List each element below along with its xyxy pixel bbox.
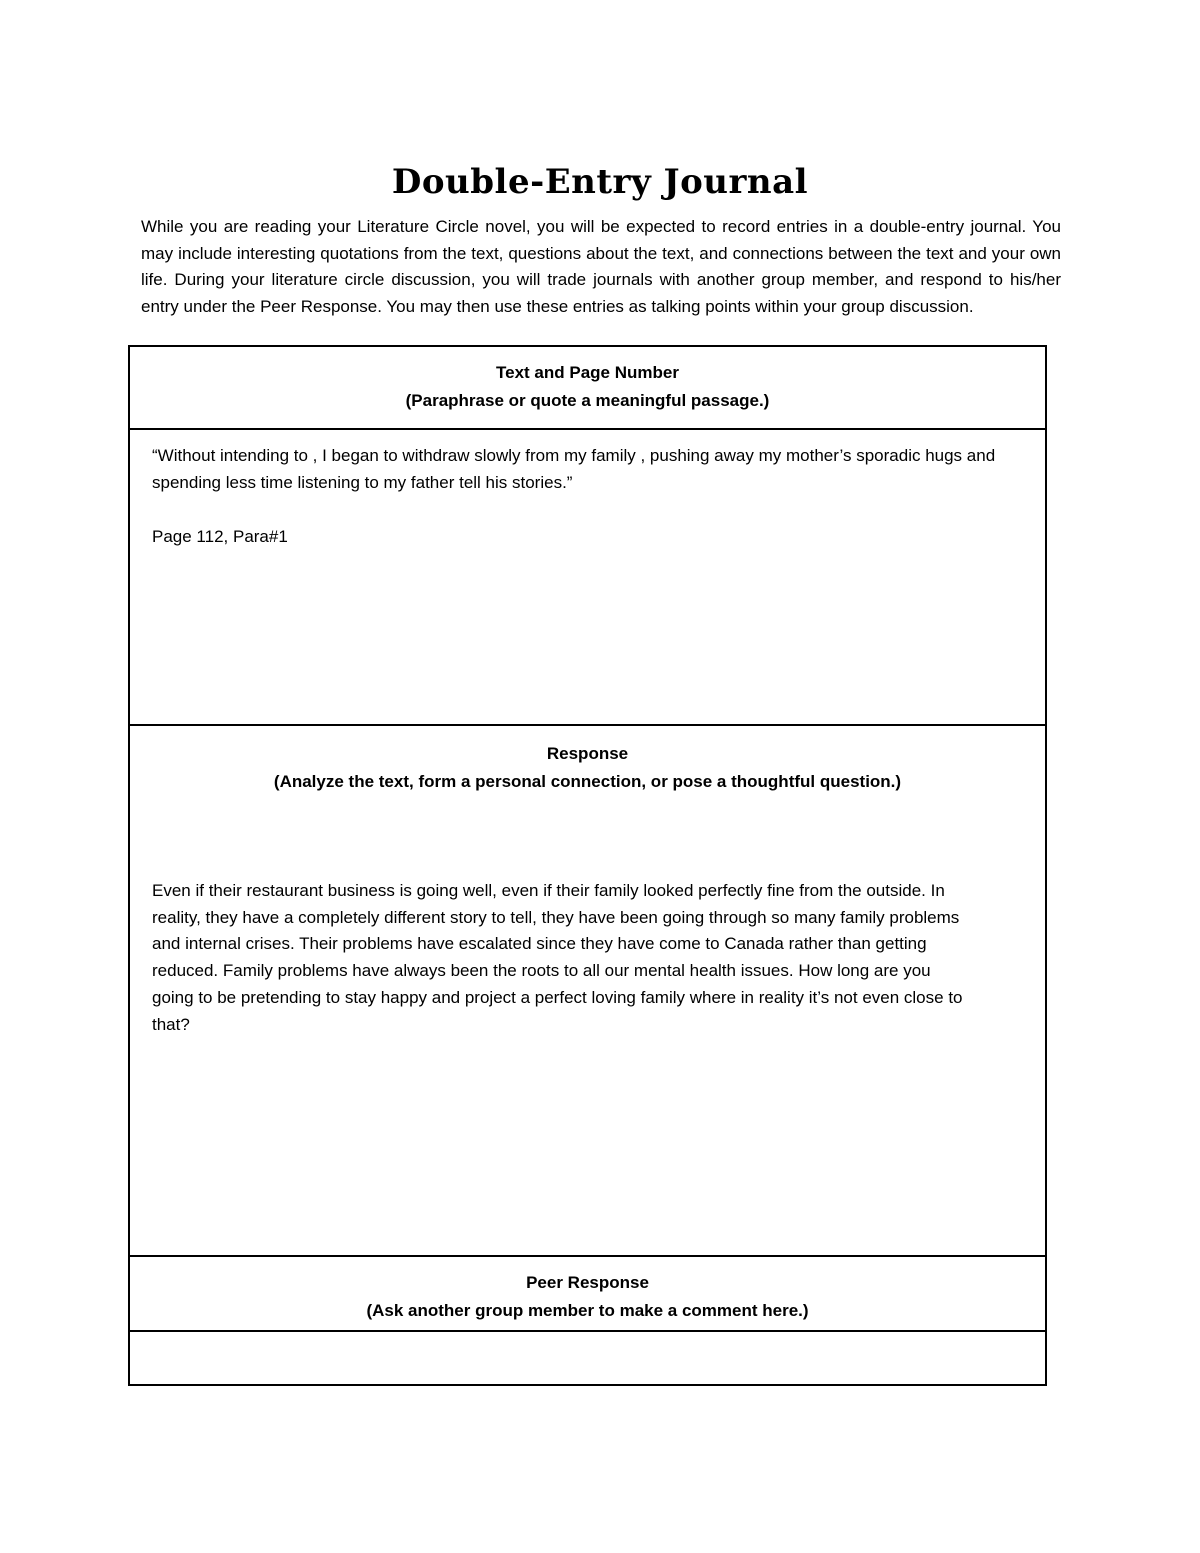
text-entry-cell[interactable] <box>130 430 1045 726</box>
text-section-label: Text and Page Number <box>496 363 679 382</box>
peer-response-cell[interactable] <box>130 1332 1045 1384</box>
page-reference: Page 112, Para#1 <box>152 527 288 546</box>
journal-table <box>128 345 1047 1386</box>
response-section-header <box>130 740 1045 796</box>
peer-section-header <box>130 1257 1045 1332</box>
peer-section-instruction: (Ask another group member to make a comment here.) <box>366 1301 809 1320</box>
peer-section-label: Peer Response <box>526 1273 649 1292</box>
response-section-instruction: (Analyze the text, form a personal connection, or pose a thoughtful question.) <box>273 772 902 791</box>
response-cell[interactable] <box>130 726 1045 1257</box>
response-text: Even if their restaurant business is going well, even if their family looked perfectly fine from the outside. In reality, they have a completely different story to tell, they have been going through so many family problems and internal crises. Their problems have escalated since they have come to Canada rather than getting reduced. Family problems have always been the roots to all our mental health issues. How long are you going to be pretending to stay happy and project a perfect loving family where in reality it’s not even close to that? <box>152 881 963 1034</box>
response-section-label: Response <box>546 744 629 763</box>
quote-text: “Without intending to , I began to withdraw slowly from my family , pushing away my mother’s sporadic hugs and spending less time listening to my father tell his stories.” <box>152 446 996 492</box>
page-title: Double-Entry Journal <box>391 161 809 202</box>
intro-paragraph: While you are reading your Literature Circle novel, you will be expected to record entries in a double-entry journal. You may include interesting quotations from the text, questions about the text, and connections between the text and your own life. During your literature circle discussion, you will trade journals with another group member, and respond to his/her entry under the Peer Response. You may then use these entries as talking points within your group discussion. <box>141 217 1061 316</box>
text-section-header <box>130 347 1045 430</box>
text-section-instruction: (Paraphrase or quote a meaningful passage.) <box>405 391 770 410</box>
